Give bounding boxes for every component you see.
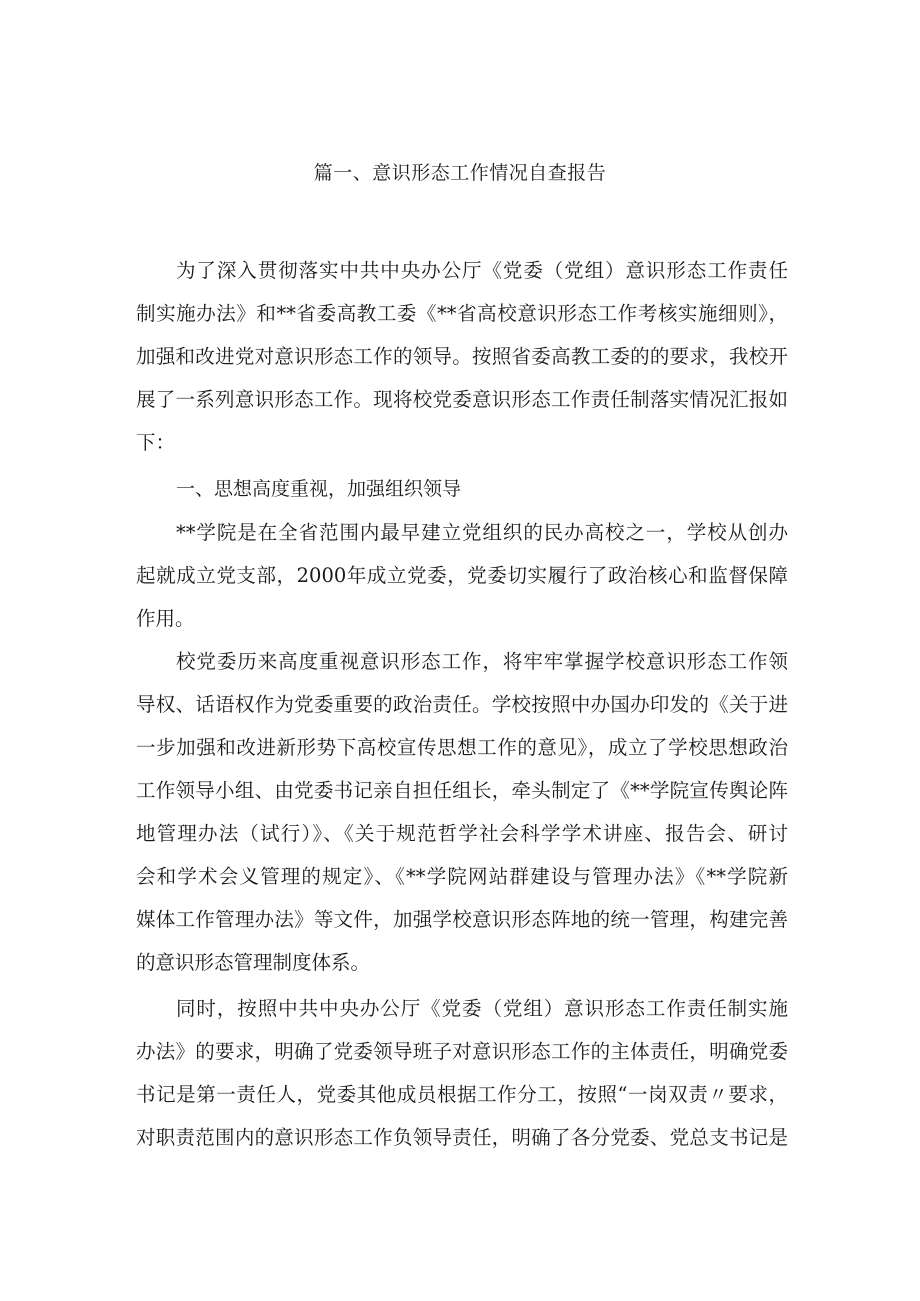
paragraph-line: 作用。 xyxy=(136,607,195,630)
paragraph-line: 为了深入贯彻落实中共中央办公厅《党委（党组）意识形态工作责任 xyxy=(176,259,788,282)
paragraph-line: 校党委历来高度重视意识形态工作，将牢牢掌握学校意识形态工作领 xyxy=(176,650,788,673)
paragraph-line: 媒体工作管理办法》等文件，加强学校意识形态阵地的统一管理，构建完善 xyxy=(136,908,788,931)
document-title: 篇一、意识形态工作情况自查报告 xyxy=(313,162,607,184)
paragraph-line: 加强和改进党对意识形态工作的领导。按照省委高教工委的的要求，我校开 xyxy=(136,345,788,368)
paragraph-line: 下： xyxy=(136,431,176,454)
paragraph-line: 对职责范围内的意识形态工作负领导责任，明确了各分党委、党总支书记是 xyxy=(136,1126,788,1149)
section-heading: 一、思想高度重视，加强组织领导 xyxy=(176,478,462,500)
paragraph-line: 一步加强和改进新形势下高校宣传思想工作的意见》，成立了学校思想政治 xyxy=(136,736,788,759)
paragraph-line: 起就成立党支部，2000年成立党委，党委切实履行了政治核心和监督保障 xyxy=(136,564,788,587)
paragraph-line: 会和学术会义管理的规定》、《**学院网站群建设与管理办法》《**学院新 xyxy=(136,865,788,888)
paragraph-line: 导权、话语权作为党委重要的政治责任。学校按照中办国办印发的《关于进 xyxy=(136,693,788,716)
paragraph-line: 办法》的要求，明确了党委领导班子对意识形态工作的主体责任，明确党委 xyxy=(136,1040,788,1063)
paragraph-line: 展了一系列意识形态工作。现将校党委意识形态工作责任制落实情况汇报如 xyxy=(136,388,788,411)
paragraph-line: 的意识形态管理制度体系。 xyxy=(136,951,371,974)
paragraph-line: 地管理办法（试行）》、《关于规范哲学社会科学学术讲座、报告会、研讨 xyxy=(136,822,788,845)
paragraph-line: 制实施办法》和**省委高教工委《**省高校意识形态工作考核实施细则》， xyxy=(136,302,788,325)
paragraph-line: 书记是第一责任人，党委其他成员根据工作分工，按照“一岗双责〃要求， xyxy=(136,1083,788,1106)
paragraph-line: 同时，按照中共中央办公厅《党委（党组）意识形态工作责任制实施 xyxy=(176,997,788,1020)
paragraph-line: 工作领导小组、由党委书记亲自担任组长，牵头制定了《**学院宣传舆论阵 xyxy=(136,779,788,802)
paragraph-line: **学院是在全省范围内最早建立党组织的民办高校之一，学校从创办 xyxy=(176,521,788,544)
